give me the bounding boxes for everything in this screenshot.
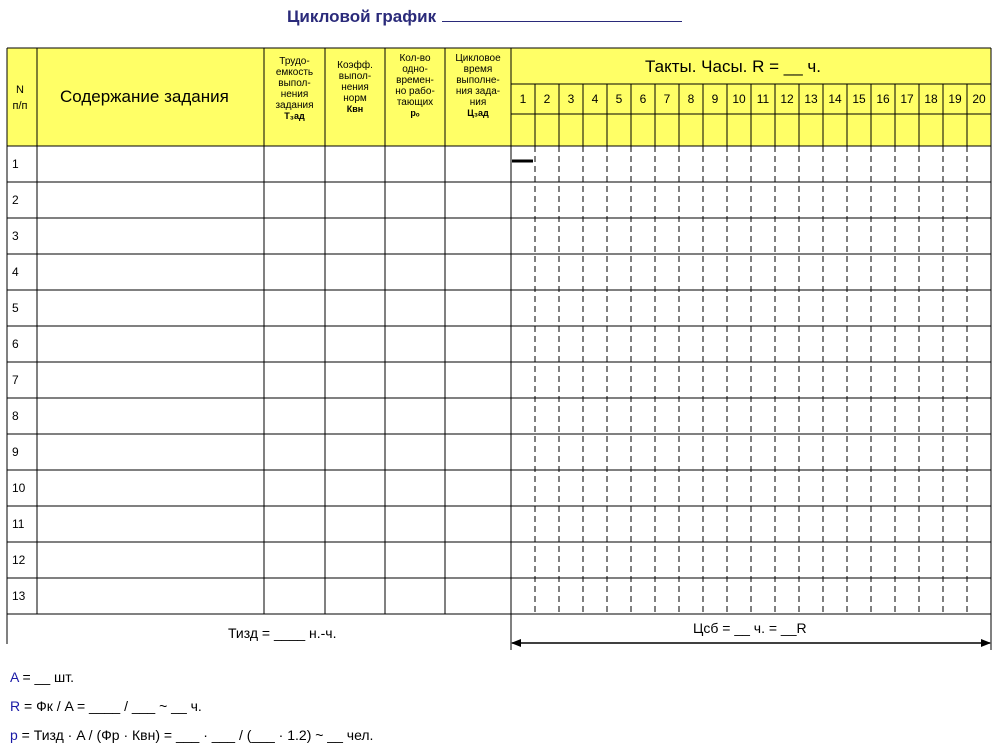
row-number: 6 <box>12 337 19 351</box>
takt-number: 16 <box>876 92 890 106</box>
takt-number: 6 <box>639 92 647 106</box>
arrow-left-head <box>511 639 521 647</box>
takt-number: 19 <box>948 92 962 106</box>
takt-number: 18 <box>924 92 938 106</box>
takt-number: 2 <box>543 92 551 106</box>
header-coef-sym: Квн <box>346 104 364 114</box>
takt-number: 15 <box>852 92 866 106</box>
row-number: 3 <box>12 229 19 243</box>
arrow-right-head <box>981 639 991 647</box>
row-number: 4 <box>12 265 19 279</box>
header-workers <box>385 53 445 119</box>
row-number: 9 <box>12 445 19 459</box>
row-number: 10 <box>12 481 26 495</box>
formula-p-label: p <box>10 727 18 743</box>
header-num: N п/п <box>12 84 28 112</box>
formula-a <box>10 669 74 685</box>
header-cycle-time-sym: Ц₃ад <box>467 108 489 118</box>
header-content: Содержание задания <box>60 87 229 106</box>
header-workers-sym: pₒ <box>410 108 420 118</box>
row-number: 13 <box>12 589 26 603</box>
formula-r-label: R <box>10 698 21 714</box>
row-number: 11 <box>12 517 25 531</box>
header-workers-text: Кол-во одно- времен- но рабо- тающих <box>395 53 435 108</box>
takt-number: 10 <box>732 92 746 106</box>
formula-a-rest: = __ шт. <box>18 669 74 685</box>
header-cycle-time-text: Цикловое время выполне- ния зада- ния <box>455 53 501 108</box>
row-number: 8 <box>12 409 19 423</box>
takt-number: 17 <box>900 92 914 106</box>
takt-number: 9 <box>711 92 719 106</box>
t-izd-label: Тизд = ____ н.-ч. <box>228 625 337 641</box>
row-number: 1 <box>12 157 19 171</box>
takt-number: 3 <box>567 92 575 106</box>
header-labor-text: Трудо- емкость выпол- нения задания <box>275 56 314 111</box>
formula-a-label: A <box>10 669 19 685</box>
title-text: Цикловой график <box>287 7 437 26</box>
takt-number: 20 <box>972 92 986 106</box>
takt-number: 4 <box>591 92 599 106</box>
formula-p-rest: = Тизд · A / (Фр · Квн) = ___ · ___ / (___ · 1.2) ~ __ чел. <box>17 727 374 743</box>
row-number: 7 <box>12 373 19 387</box>
header-takts: Такты. Часы. R = __ ч. <box>645 57 821 76</box>
header-coef-text: Коэфф. выпол- нения норм <box>337 60 373 104</box>
header-labor-sym: Т₃ад <box>284 111 305 121</box>
formula-r <box>10 698 202 714</box>
formula-p <box>10 727 373 743</box>
header-coef <box>325 60 385 115</box>
takt-number: 13 <box>804 92 818 106</box>
formula-r-rest: = Фк / A = ____ / ___ ~ __ ч. <box>20 698 202 714</box>
takt-number: 12 <box>780 92 794 106</box>
takt-number: 1 <box>519 92 527 106</box>
takt-number: 5 <box>615 92 623 106</box>
header-cycle-time <box>445 53 511 119</box>
takt-number: 14 <box>828 92 842 106</box>
takt-number: 11 <box>756 92 770 106</box>
header-labor <box>264 56 325 122</box>
takt-number: 7 <box>663 92 671 106</box>
row-number: 5 <box>12 301 19 315</box>
row-number: 2 <box>12 193 19 207</box>
takt-number: 8 <box>687 92 695 106</box>
row-number: 12 <box>12 553 26 567</box>
c-sb-label: Цсб = __ ч. = __R <box>693 620 807 636</box>
